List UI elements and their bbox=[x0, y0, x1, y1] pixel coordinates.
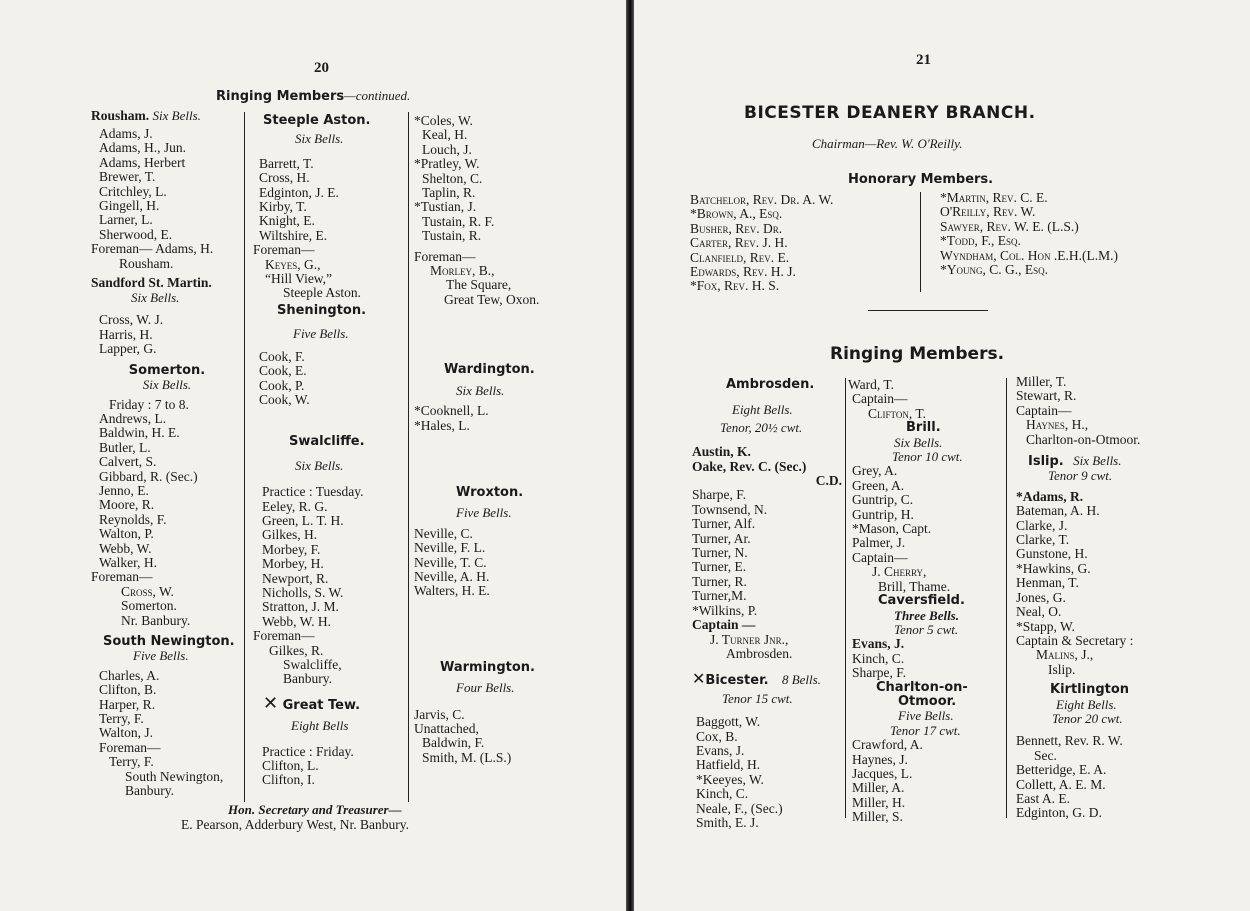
foreman-label: Foreman— bbox=[99, 739, 161, 755]
list-item: Cross, H. bbox=[259, 170, 310, 186]
list-item: Morbey, F. bbox=[262, 541, 321, 557]
list-item: Brewer, T. bbox=[99, 169, 156, 185]
group-header: ✕Bicester. 8 Bells. bbox=[692, 671, 821, 689]
foreman-address: The Square, bbox=[446, 277, 512, 293]
group-header: Islip. Six Bells. bbox=[1028, 453, 1122, 470]
list-item: Knight, E. bbox=[259, 213, 315, 229]
list-item: Austin, K. bbox=[692, 444, 751, 460]
list-item: Green, L. T. H. bbox=[262, 512, 344, 528]
list-item: O'Reilly, Rev. W. bbox=[940, 204, 1036, 220]
list-item: Bateman, A. H. bbox=[1016, 503, 1100, 519]
list-item: Baldwin, F. bbox=[422, 735, 485, 751]
list-item: East A. E. bbox=[1016, 790, 1070, 806]
list-item: Andrews, L. bbox=[99, 410, 167, 426]
group-header: Wroxton. bbox=[456, 484, 524, 500]
list-item: Eeley, R. G. bbox=[262, 498, 328, 514]
list-item: *Keeyes, W. bbox=[696, 771, 764, 787]
foreman-name: Keyes, G., bbox=[265, 256, 321, 272]
foreman-place: Rousham. bbox=[119, 255, 174, 271]
group-header: Ambrosden. bbox=[726, 377, 815, 392]
list-item: Harris, H. bbox=[99, 326, 153, 342]
list-item: *Pratley, W. bbox=[414, 156, 480, 172]
list-item: Walters, H. E. bbox=[414, 583, 490, 599]
list-item: Batchelor, Rev. Dr. A. W. bbox=[690, 192, 834, 207]
practice: Friday : 7 to 8. bbox=[109, 396, 189, 412]
list-item: Evans, J. bbox=[852, 636, 905, 652]
bells: Six Bells. bbox=[295, 457, 344, 473]
page-number: 21 bbox=[916, 52, 931, 68]
list-item: Sharpe, F. bbox=[692, 487, 747, 503]
list-item: Tustain, R. bbox=[422, 228, 482, 244]
captain-address: Ambrosden. bbox=[726, 645, 793, 661]
chairman: Chairman—Rev. W. O'Reilly. bbox=[812, 136, 963, 151]
list-item: Gilkes, H. bbox=[262, 527, 318, 543]
list-item: Stratton, J. M. bbox=[262, 599, 339, 615]
list-item: Sharpe, F. bbox=[852, 665, 907, 681]
bells: Six Bells. bbox=[295, 131, 344, 147]
list-item: Adams, J. bbox=[99, 126, 153, 141]
list-item: Terry, F. bbox=[99, 711, 144, 727]
captain-name: J. Turner Jnr., bbox=[710, 631, 789, 647]
tenor: Tenor, 20½ cwt. bbox=[720, 419, 803, 435]
foreman-address: Somerton. bbox=[121, 598, 177, 614]
list-item: Miller, S. bbox=[852, 809, 903, 825]
list-item: Miller, H. bbox=[852, 794, 906, 810]
bells: Six Bells. bbox=[456, 382, 505, 398]
group-header: ✕ Great Tew. bbox=[263, 692, 361, 714]
group-header: Rousham. Six Bells. bbox=[91, 108, 201, 123]
list-item: *Tustian, J. bbox=[414, 199, 477, 215]
list-item: Clarke, T. bbox=[1016, 532, 1070, 548]
tenor: Tenor 10 cwt. bbox=[892, 449, 963, 465]
foreman-name: Cross, W. bbox=[121, 583, 174, 599]
group-header: Steeple Aston. bbox=[263, 113, 371, 128]
list-item: Adams, H., Jun. bbox=[99, 140, 186, 156]
list-item: Sec. bbox=[1034, 747, 1057, 763]
list-item: Calvert, S. bbox=[99, 454, 157, 470]
list-item: Tustain, R. F. bbox=[422, 213, 495, 229]
practice: Practice : Friday. bbox=[262, 743, 354, 759]
list-item: Unattached, bbox=[414, 720, 479, 736]
list-item: Hatfield, H. bbox=[696, 757, 761, 773]
list-item: Haynes, J. bbox=[852, 751, 908, 767]
list-item: Baldwin, H. E. bbox=[99, 425, 180, 441]
list-item: *Stapp, W. bbox=[1016, 618, 1075, 634]
cross-mark-icon: ✕ bbox=[263, 692, 279, 714]
bells: Eight Bells. bbox=[732, 402, 793, 418]
section-heading: Ringing Members—continued. bbox=[216, 88, 411, 104]
foreman-address: Steeple Aston. bbox=[283, 285, 361, 301]
list-item: Henman, T. bbox=[1016, 575, 1079, 591]
list-item: Clifton, I. bbox=[262, 772, 315, 788]
list-item: Kinch, C. bbox=[696, 786, 749, 802]
list-item: Palmer, J. bbox=[852, 535, 906, 551]
list-item: *Martin, Rev. C. E. bbox=[940, 190, 1048, 205]
foreman-name: Terry, F. bbox=[109, 754, 154, 770]
captain-name: Malins, J., bbox=[1036, 647, 1094, 663]
list-item: Cook, F. bbox=[259, 348, 305, 364]
list-item: *Hales, L. bbox=[414, 417, 470, 433]
honorary-heading: Honorary Members. bbox=[848, 172, 994, 187]
ringing-heading: Ringing Members. bbox=[830, 344, 1005, 364]
list-item: Walton, J. bbox=[99, 725, 154, 741]
book-gutter bbox=[626, 0, 634, 911]
foreman-label: Foreman— bbox=[253, 628, 315, 644]
divider-rule bbox=[868, 310, 988, 311]
list-item: Critchley, L. bbox=[99, 183, 167, 199]
list-item: Jones, G. bbox=[1016, 589, 1066, 605]
list-item: *Mason, Capt. bbox=[852, 521, 932, 537]
list-item: Cook, P. bbox=[259, 377, 305, 393]
page-title: BICESTER DEANERY BRANCH. bbox=[744, 103, 1036, 123]
list-item: Stewart, R. bbox=[1016, 388, 1077, 404]
page-number: 20 bbox=[314, 60, 329, 76]
list-item: Gunstone, H. bbox=[1016, 546, 1088, 562]
list-item: Adams, Herbert bbox=[99, 154, 186, 170]
bells: Five Bells. bbox=[293, 326, 349, 342]
foreman-address: Great Tew, Oxon. bbox=[444, 291, 540, 307]
list-item: *Todd, F., Esq. bbox=[940, 233, 1021, 249]
bells: Eight Bells. bbox=[1056, 696, 1117, 712]
column-1 bbox=[692, 378, 844, 830]
tenor: Tenor 17 cwt. bbox=[890, 722, 961, 738]
tenor: Tenor 9 cwt. bbox=[1048, 468, 1113, 484]
foreman-address: Swalcliffe, bbox=[283, 657, 342, 672]
list-item: Carter, Rev. J. H. bbox=[690, 235, 788, 251]
list-item: Turner,M. bbox=[692, 588, 747, 604]
list-item: Neale, F., (Sec.) bbox=[696, 800, 783, 816]
tenor: Tenor 15 cwt. bbox=[722, 690, 793, 706]
list-item: Neal, O. bbox=[1016, 604, 1062, 620]
captain-address: Islip. bbox=[1048, 661, 1076, 677]
foreman-address: South Newington, bbox=[125, 768, 224, 784]
list-item: Gibbard, R. (Sec.) bbox=[99, 468, 198, 484]
column-1 bbox=[91, 108, 243, 798]
list-item: Cook, E. bbox=[259, 363, 307, 379]
list-item: Townsend, N. bbox=[692, 501, 768, 517]
list-item: Shelton, C. bbox=[422, 170, 483, 186]
list-item: Cook, W. bbox=[259, 391, 310, 407]
list-item: Clifton, B. bbox=[99, 682, 157, 698]
column-3 bbox=[1016, 375, 1216, 821]
captain-name: J. Cherry, bbox=[872, 564, 927, 580]
captain-address: Charlton-on-Otmoor. bbox=[1026, 431, 1141, 447]
group-header: Warmington. bbox=[440, 659, 535, 675]
foreman-label: Foreman— bbox=[253, 242, 315, 258]
tenor: Tenor 20 cwt. bbox=[1052, 710, 1123, 726]
list-item: Moore, R. bbox=[99, 497, 155, 513]
list-item: Taplin, R. bbox=[422, 185, 476, 201]
list-item: Reynolds, F. bbox=[99, 511, 167, 527]
captain-name: Haynes, H., bbox=[1026, 417, 1089, 433]
list-item: *Wilkins, P. bbox=[692, 602, 758, 618]
list-item: Kinch, C. bbox=[852, 650, 905, 666]
honorary-column-2 bbox=[940, 191, 1118, 277]
captain-name: Clifton, T. bbox=[868, 405, 926, 421]
footer-title: Hon. Secretary and Treasurer— bbox=[228, 802, 402, 817]
list-item: Turner, R. bbox=[692, 573, 747, 589]
cross-mark-icon: ✕ bbox=[692, 671, 706, 689]
practice: Practice : Tuesday. bbox=[262, 484, 364, 500]
list-item: Louch, J. bbox=[422, 141, 472, 157]
group-header: South Newington. bbox=[103, 634, 235, 649]
captain-label: Captain — bbox=[692, 617, 756, 633]
list-item: *Coles, W. bbox=[414, 113, 473, 128]
list-item: Neville, A. H. bbox=[414, 568, 490, 584]
group-header: Brill. bbox=[906, 420, 941, 436]
foreman-label: Foreman— bbox=[414, 248, 476, 264]
list-item: Neville, F. L. bbox=[414, 540, 486, 556]
captain-label: Captain— bbox=[852, 391, 908, 407]
list-item: Turner, Alf. bbox=[692, 516, 756, 532]
list-item: Oake, Rev. C. (Sec.) bbox=[692, 458, 807, 474]
list-item: Jacques, L. bbox=[852, 765, 913, 781]
list-item: Neville, T. C. bbox=[414, 554, 487, 570]
foreman-address: “Hill View,” bbox=[265, 271, 333, 287]
column-divider bbox=[920, 192, 921, 292]
list-item: Smith, M. (L.S.) bbox=[422, 749, 512, 765]
list-item: Green, A. bbox=[852, 477, 905, 493]
list-item: Harper, R. bbox=[99, 696, 156, 712]
list-item: Miller, T. bbox=[1016, 374, 1067, 389]
column-divider bbox=[408, 112, 409, 802]
group-header: Kirtlington bbox=[1050, 682, 1130, 698]
bells: Five Bells. bbox=[133, 648, 189, 664]
list-item: *Hawkins, G. bbox=[1016, 560, 1091, 576]
list-item: *Cooknell, L. bbox=[414, 403, 489, 419]
foreman: Foreman— Adams, H. bbox=[91, 241, 214, 257]
column-3 bbox=[414, 114, 584, 765]
list-item: Ward, T. bbox=[848, 377, 895, 392]
list-item: Neville, C. bbox=[414, 525, 473, 541]
list-item: Turner, Ar. bbox=[692, 530, 751, 546]
list-item: Larner, L. bbox=[99, 212, 153, 228]
column-2 bbox=[848, 378, 1004, 825]
foreman-name: Morley, B., bbox=[430, 263, 495, 279]
list-item: Betteridge, E. A. bbox=[1016, 762, 1107, 778]
bells: Five Bells. bbox=[456, 505, 512, 521]
list-item: *Adams, R. bbox=[1016, 488, 1084, 504]
list-item: Bennett, Rev. R. W. bbox=[1016, 733, 1123, 749]
bells: Six Bells. bbox=[894, 434, 943, 450]
group-header: Otmoor. bbox=[898, 693, 957, 709]
column-divider bbox=[1006, 378, 1007, 818]
list-item: Smith, E. J. bbox=[696, 814, 759, 830]
list-item: Baggott, W. bbox=[696, 714, 761, 730]
list-item: *Fox, Rev. H. S. bbox=[690, 278, 780, 294]
list-item: Walton, P. bbox=[99, 526, 154, 542]
captain-label: Captain & Secretary : bbox=[1016, 632, 1134, 648]
bells: Five Bells. bbox=[898, 708, 954, 724]
list-item: Wiltshire, E. bbox=[259, 227, 328, 243]
list-item: Clifton, L. bbox=[262, 758, 319, 774]
list-item: Nicholls, S. W. bbox=[262, 584, 344, 600]
list-item: Edwards, Rev. H. J. bbox=[690, 264, 796, 280]
list-item: Cox, B. bbox=[696, 728, 738, 744]
list-item: Clanfield, Rev. E. bbox=[690, 249, 790, 265]
foreman-label: Foreman— bbox=[91, 569, 153, 585]
bells: Six Bells. bbox=[131, 290, 180, 306]
list-item: Charles, A. bbox=[99, 667, 160, 683]
tenor: Tenor 5 cwt. bbox=[894, 621, 959, 637]
column-divider bbox=[244, 112, 245, 802]
list-item: Sherwood, E. bbox=[99, 226, 173, 242]
list-item: Newport, R. bbox=[262, 570, 329, 586]
list-item: Jenno, E. bbox=[99, 482, 149, 498]
captain-label: Captain— bbox=[852, 549, 908, 565]
honorary-column-1 bbox=[690, 193, 833, 294]
list-item: Walker, H. bbox=[99, 554, 157, 570]
list-item: Grey, A. bbox=[852, 463, 898, 479]
list-item: *Brown, A., Esq. bbox=[690, 206, 783, 222]
footer-name: E. Pearson, Adderbury West, Nr. Banbury. bbox=[181, 817, 410, 832]
list-item: C.D. bbox=[815, 473, 842, 489]
list-item: Collett, A. E. M. bbox=[1016, 776, 1106, 792]
group-header: Somerton. bbox=[128, 362, 206, 378]
list-item: Busher, Rev. Dr. bbox=[690, 220, 783, 236]
bells: Four Bells. bbox=[456, 680, 515, 696]
foreman-name: Gilkes, R. bbox=[269, 642, 324, 658]
list-item: Lapper, G. bbox=[99, 341, 157, 357]
group-header: Wardington. bbox=[444, 362, 535, 378]
list-item: Morbey, H. bbox=[262, 556, 324, 572]
list-item: Guntrip, C. bbox=[852, 492, 914, 508]
list-item: Cross, W. J. bbox=[99, 312, 164, 328]
list-item: Jarvis, C. bbox=[414, 706, 465, 722]
foreman-address: Banbury. bbox=[283, 671, 332, 687]
group-header: Shenington. bbox=[277, 302, 367, 318]
list-item: Edginton, J. E. bbox=[259, 184, 339, 200]
list-item: Clarke, J. bbox=[1016, 517, 1068, 533]
list-item: Butler, L. bbox=[99, 439, 151, 455]
list-item: Sawyer, Rev. W. E. (L.S.) bbox=[940, 218, 1079, 234]
group-header: Swalcliffe. bbox=[289, 434, 365, 450]
captain-address: Brill, Thame. bbox=[878, 578, 951, 594]
column-2 bbox=[253, 113, 407, 788]
group-header: Sandford St. Martin. bbox=[91, 275, 212, 291]
foreman-address: Banbury. bbox=[125, 783, 174, 799]
list-item: Kirby, T. bbox=[259, 199, 307, 215]
list-item: Webb, W. H. bbox=[262, 613, 332, 629]
group-header: Charlton-on- bbox=[876, 679, 968, 695]
captain-label: Captain— bbox=[1016, 402, 1072, 418]
list-item: Turner, E. bbox=[692, 559, 747, 575]
list-item: Turner, N. bbox=[692, 545, 748, 561]
list-item: Keal, H. bbox=[422, 127, 468, 143]
bells: Six Bells. bbox=[142, 377, 192, 393]
list-item: Edginton, G. D. bbox=[1016, 805, 1102, 821]
column-divider bbox=[845, 378, 846, 818]
list-item: Crawford, A. bbox=[852, 737, 923, 753]
list-item: *Young, C. G., Esq. bbox=[940, 262, 1049, 278]
bells: Three Bells. bbox=[894, 607, 959, 623]
right-page bbox=[634, 0, 1250, 911]
group-header: Caversfield. bbox=[878, 593, 965, 609]
list-item: Barrett, T. bbox=[259, 155, 314, 171]
list-item: Wyndham, Col. Hon .E.H.(L.M.) bbox=[940, 247, 1118, 263]
list-item: Guntrip, H. bbox=[852, 506, 914, 522]
list-item: Gingell, H. bbox=[99, 198, 160, 214]
list-item: Webb, W. bbox=[99, 540, 152, 556]
list-item: Miller, A. bbox=[852, 780, 905, 796]
foreman-address: Nr. Banbury. bbox=[121, 612, 191, 628]
list-item: Evans, J. bbox=[696, 742, 745, 758]
bells: Eight Bells bbox=[291, 718, 349, 734]
